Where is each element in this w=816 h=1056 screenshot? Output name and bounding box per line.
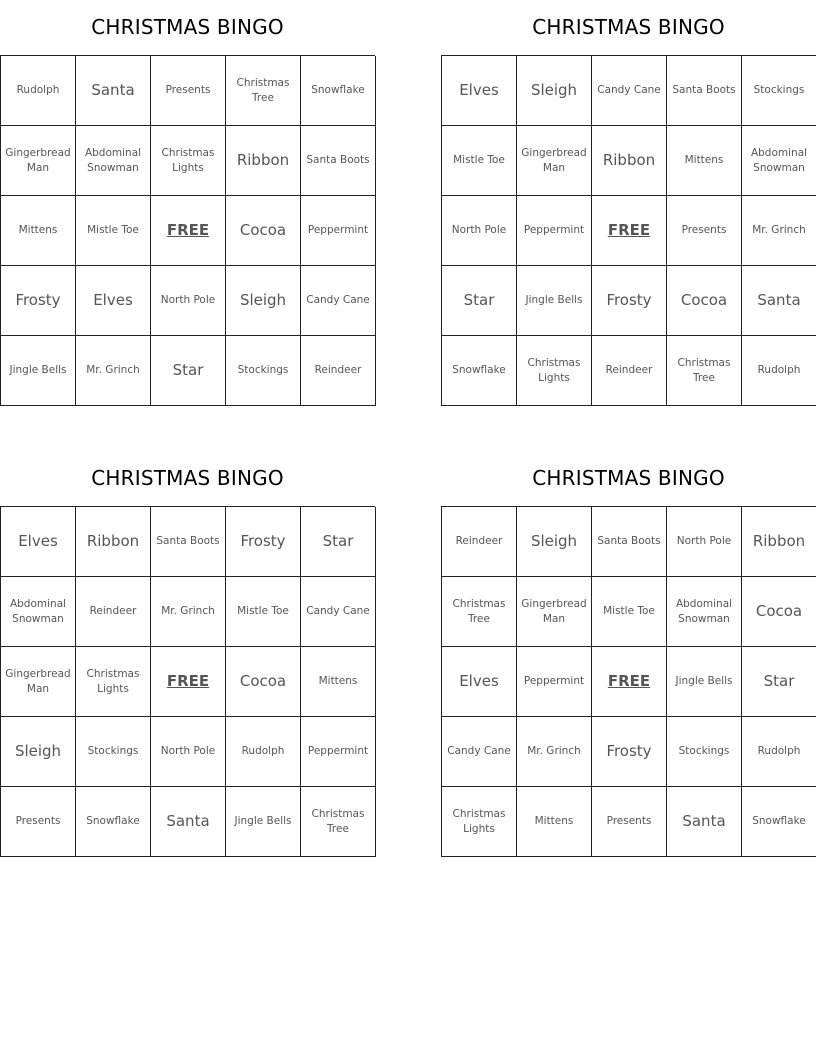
bingo-cell: Peppermint: [517, 196, 592, 266]
card-title: CHRISTMAS BINGO: [532, 15, 725, 39]
bingo-cell: Mr. Grinch: [151, 577, 226, 647]
bingo-cell: Santa: [742, 266, 816, 336]
card-title: CHRISTMAS BINGO: [91, 15, 284, 39]
bingo-grid: [441, 506, 816, 857]
bingo-cell: Stockings: [667, 717, 742, 787]
bingo-cell: Ribbon: [226, 126, 301, 196]
bingo-cell: Ribbon: [742, 507, 816, 577]
bingo-cell: Reindeer: [442, 507, 517, 577]
bingo-cell: Gingerbread Man: [1, 126, 76, 196]
bingo-cell: Peppermint: [301, 196, 376, 266]
bingo-cell: Reindeer: [592, 336, 667, 406]
bingo-cell: Elves: [1, 507, 76, 577]
bingo-cell: Mr. Grinch: [517, 717, 592, 787]
bingo-grid: [0, 55, 375, 406]
bingo-cell: North Pole: [151, 717, 226, 787]
bingo-cell: Cocoa: [226, 647, 301, 717]
bingo-cell: Stockings: [742, 56, 816, 126]
bingo-cell: Sleigh: [517, 507, 592, 577]
bingo-cell: Christmas Tree: [667, 336, 742, 406]
bingo-cell: Reindeer: [76, 577, 151, 647]
bingo-card-4: [441, 451, 816, 857]
bingo-cell: Stockings: [226, 336, 301, 406]
bingo-cell: Sleigh: [1, 717, 76, 787]
bingo-cell: Candy Cane: [301, 577, 376, 647]
bingo-cell: Snowflake: [442, 336, 517, 406]
bingo-grid: [0, 506, 375, 857]
bingo-cell: Rudolph: [1, 56, 76, 126]
bingo-cell: Mittens: [1, 196, 76, 266]
free-space-cell: FREE: [592, 196, 667, 266]
bingo-cell: Ribbon: [76, 507, 151, 577]
bingo-cell: Christmas Lights: [151, 126, 226, 196]
bingo-cell: Candy Cane: [442, 717, 517, 787]
bingo-cell: Santa Boots: [592, 507, 667, 577]
bingo-cell: Santa: [667, 787, 742, 857]
bingo-cell: Cocoa: [226, 196, 301, 266]
bingo-cell: Elves: [76, 266, 151, 336]
bingo-cell: Abdominal Snowman: [667, 577, 742, 647]
bingo-cell: Star: [742, 647, 816, 717]
bingo-cell: Frosty: [226, 507, 301, 577]
bingo-cell: Cocoa: [667, 266, 742, 336]
free-space-cell: FREE: [592, 647, 667, 717]
bingo-cell: Frosty: [1, 266, 76, 336]
bingo-cell: Abdominal Snowman: [1, 577, 76, 647]
bingo-grid: [441, 55, 816, 406]
bingo-cell: Abdominal Snowman: [742, 126, 816, 196]
bingo-cell: Christmas Tree: [226, 56, 301, 126]
bingo-cell: Mistle Toe: [226, 577, 301, 647]
bingo-cell: Christmas Tree: [442, 577, 517, 647]
bingo-cell: Sleigh: [226, 266, 301, 336]
bingo-cell: Ribbon: [592, 126, 667, 196]
bingo-cell: Star: [442, 266, 517, 336]
bingo-cell: Candy Cane: [301, 266, 376, 336]
bingo-cell: Snowflake: [301, 56, 376, 126]
card-title: CHRISTMAS BINGO: [532, 466, 725, 490]
bingo-cell: Mittens: [517, 787, 592, 857]
bingo-cell: Snowflake: [76, 787, 151, 857]
bingo-cell: Presents: [667, 196, 742, 266]
bingo-cell: Frosty: [592, 266, 667, 336]
bingo-cell: Mittens: [667, 126, 742, 196]
bingo-cell: Mistle Toe: [76, 196, 151, 266]
bingo-cell: Elves: [442, 647, 517, 717]
card-title: CHRISTMAS BINGO: [91, 466, 284, 490]
bingo-cell: Presents: [151, 56, 226, 126]
bingo-cell: Santa: [76, 56, 151, 126]
bingo-cell: North Pole: [442, 196, 517, 266]
bingo-cell: Elves: [442, 56, 517, 126]
bingo-cell: Star: [151, 336, 226, 406]
bingo-cell: Gingerbread Man: [517, 126, 592, 196]
bingo-cell: Abdominal Snowman: [76, 126, 151, 196]
bingo-cell: Cocoa: [742, 577, 816, 647]
bingo-cell: Rudolph: [226, 717, 301, 787]
bingo-cell: Presents: [1, 787, 76, 857]
bingo-cell: Rudolph: [742, 717, 816, 787]
free-space-cell: FREE: [151, 196, 226, 266]
bingo-cell: Christmas Lights: [517, 336, 592, 406]
bingo-cell: Frosty: [592, 717, 667, 787]
bingo-cell: Jingle Bells: [1, 336, 76, 406]
bingo-cell: Reindeer: [301, 336, 376, 406]
bingo-card-2: [441, 0, 816, 406]
bingo-cell: Santa: [151, 787, 226, 857]
bingo-cell: North Pole: [667, 507, 742, 577]
bingo-cell: Gingerbread Man: [517, 577, 592, 647]
bingo-cell: Jingle Bells: [667, 647, 742, 717]
bingo-cell: Jingle Bells: [226, 787, 301, 857]
bingo-cell: Christmas Lights: [442, 787, 517, 857]
bingo-cell: Mistle Toe: [592, 577, 667, 647]
bingo-cell: Gingerbread Man: [1, 647, 76, 717]
bingo-cell: Peppermint: [517, 647, 592, 717]
free-space-cell: FREE: [151, 647, 226, 717]
bingo-cell: Sleigh: [517, 56, 592, 126]
bingo-cell: Mr. Grinch: [742, 196, 816, 266]
bingo-card-1: [0, 0, 375, 406]
bingo-cell: Stockings: [76, 717, 151, 787]
bingo-cell: Presents: [592, 787, 667, 857]
bingo-cell: Mr. Grinch: [76, 336, 151, 406]
bingo-cell: Santa Boots: [151, 507, 226, 577]
bingo-cell: Snowflake: [742, 787, 816, 857]
bingo-cell: Rudolph: [742, 336, 816, 406]
bingo-cell: Mistle Toe: [442, 126, 517, 196]
bingo-cell: Christmas Tree: [301, 787, 376, 857]
bingo-card-3: [0, 451, 375, 857]
bingo-cell: Mittens: [301, 647, 376, 717]
bingo-cell: North Pole: [151, 266, 226, 336]
bingo-cell: Santa Boots: [667, 56, 742, 126]
bingo-cell: Peppermint: [301, 717, 376, 787]
bingo-cell: Christmas Lights: [76, 647, 151, 717]
bingo-cell: Candy Cane: [592, 56, 667, 126]
bingo-cell: Star: [301, 507, 376, 577]
bingo-cell: Jingle Bells: [517, 266, 592, 336]
bingo-cell: Santa Boots: [301, 126, 376, 196]
